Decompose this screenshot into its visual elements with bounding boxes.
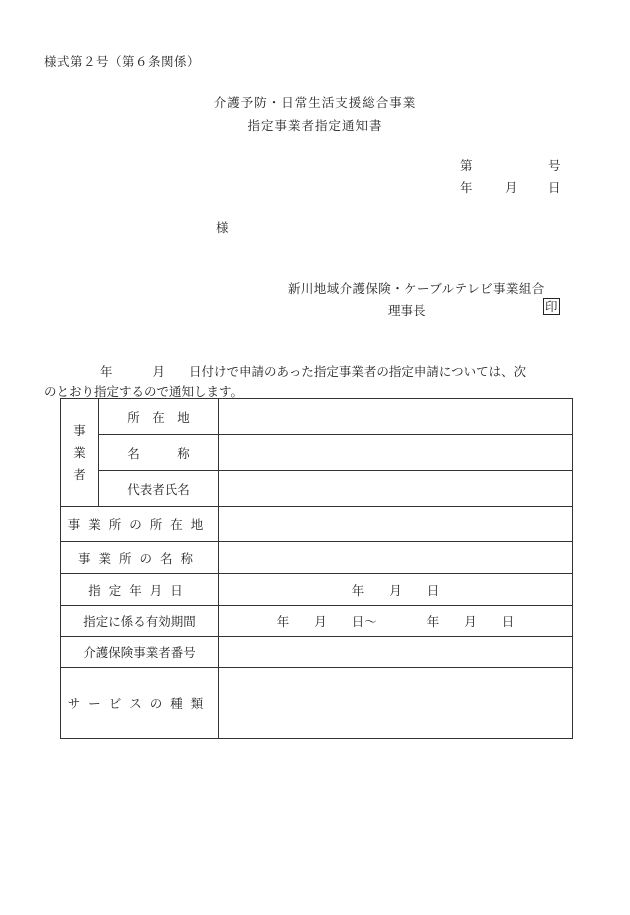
table-row xyxy=(61,435,573,471)
issue-date-year: 年 xyxy=(460,180,473,195)
form-number-header: 様式第２号（第６条関係） xyxy=(44,54,201,69)
body-text-line2: のとおり指定するので通知します。 xyxy=(44,384,244,399)
table-row xyxy=(61,471,573,507)
issue-date-month: 月 xyxy=(505,180,518,195)
document-title-line1: 介護予防・日常生活支援総合事業 xyxy=(213,95,417,110)
body-month: 月 xyxy=(152,364,166,379)
insurer-number-label: 介護保険事業者番号 xyxy=(61,637,219,668)
document-number-label: 第 xyxy=(460,158,473,173)
address-label: 所 在 地 xyxy=(99,399,219,435)
insurer-number-field[interactable] xyxy=(219,637,573,668)
operator-group-char: 事 業 者 xyxy=(73,422,86,482)
seal-mark: 印 xyxy=(545,299,558,314)
issuer-organization: 新川地域介護保険・ケーブルテレビ事業組合 xyxy=(288,281,545,296)
document-number-suffix: 号 xyxy=(548,158,561,173)
operator-group-label xyxy=(61,399,99,507)
office-address-field[interactable] xyxy=(219,507,573,542)
name-field[interactable] xyxy=(219,435,573,471)
validity-period-label: 指定に係る有効期間 xyxy=(61,606,219,637)
table-row xyxy=(61,507,573,542)
service-type-label: サービスの種類 xyxy=(61,668,219,739)
designation-table xyxy=(60,398,573,739)
table-row xyxy=(61,399,573,435)
representative-label: 代表者氏名 xyxy=(99,471,219,507)
designation-date-label: 指定年月日 xyxy=(61,574,219,606)
table-row xyxy=(61,574,573,606)
office-address-label: 事業所の所在地 xyxy=(61,507,219,542)
table-row xyxy=(61,606,573,637)
table-row xyxy=(61,668,573,739)
table-row xyxy=(61,637,573,668)
office-name-field[interactable] xyxy=(219,542,573,574)
issuer-title: 理事長 xyxy=(388,303,426,318)
addressee-suffix: 様 xyxy=(216,220,229,235)
body-text-line1 xyxy=(100,362,526,380)
document-title-line2: 指定事業者指定通知書 xyxy=(247,118,383,133)
validity-period-field[interactable]: 年 月 日～ 年 月 日 xyxy=(219,606,573,637)
address-field[interactable] xyxy=(219,399,573,435)
table-row xyxy=(61,542,573,574)
service-type-field[interactable] xyxy=(219,668,573,739)
representative-field[interactable] xyxy=(219,471,573,507)
name-label: 名 称 xyxy=(99,435,219,471)
body-rest: 日付けで申請のあった指定事業者の指定申請については、次 xyxy=(189,364,527,379)
office-name-label: 事業所の名称 xyxy=(61,542,219,574)
designation-date-field[interactable]: 年 月 日 xyxy=(219,574,573,606)
issue-date-day: 日 xyxy=(548,180,561,195)
body-year: 年 xyxy=(100,364,113,379)
